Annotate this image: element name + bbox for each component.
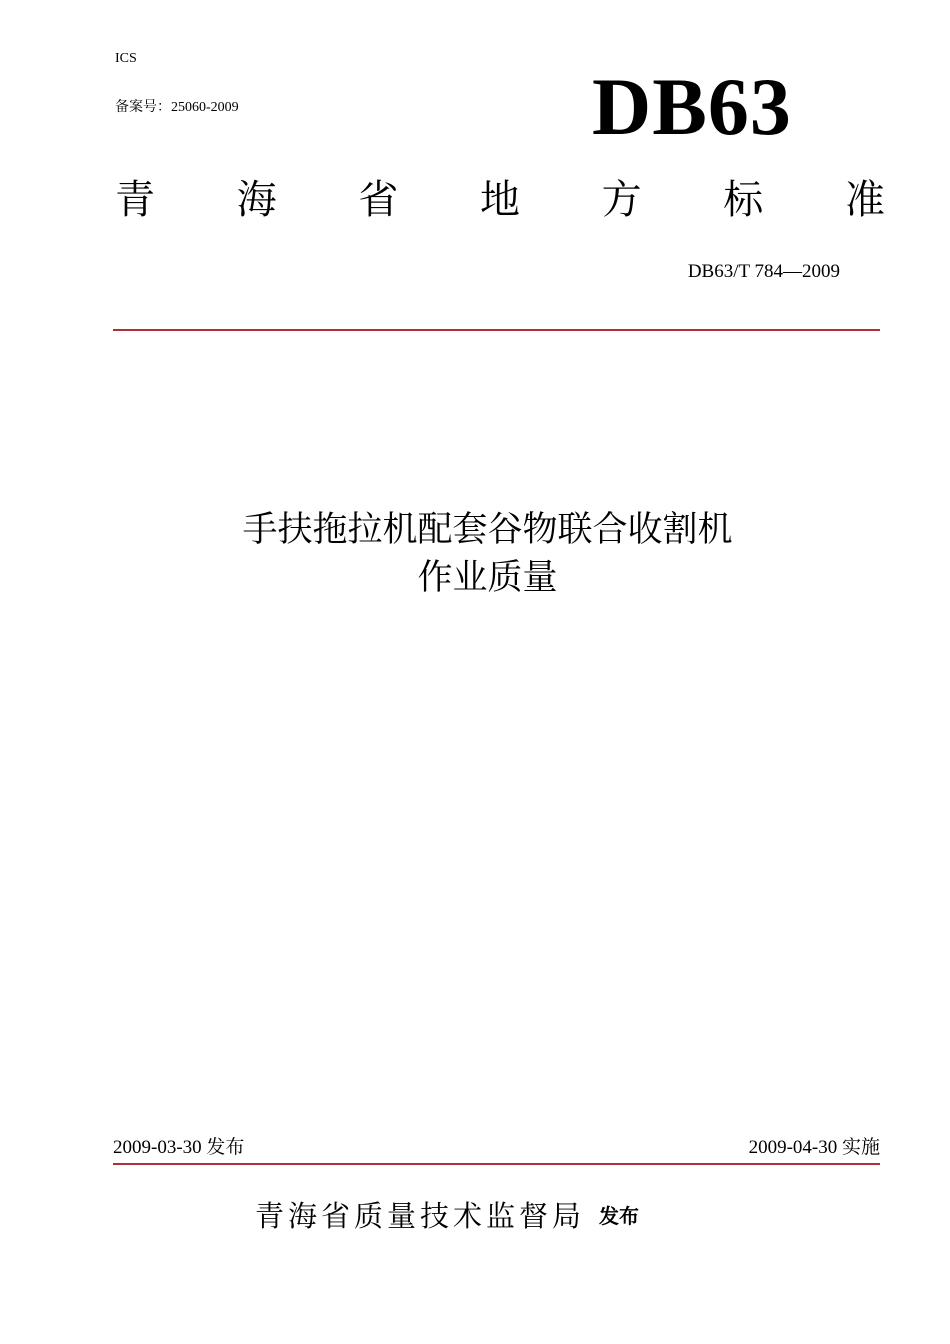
standard-type-char: 地 <box>479 177 520 223</box>
issuer-block <box>255 1196 639 1236</box>
standard-number: DB63/T 784—2009 <box>687 261 840 282</box>
document-title-line-2: 作业质量 <box>417 558 558 598</box>
record-number: 备案号：25060-2009 <box>115 100 239 115</box>
standard-type-char: 海 <box>236 177 277 223</box>
standard-type-char: 省 <box>358 177 399 223</box>
document-title-line-1: 手扶拖拉机配套谷物联合收割机 <box>242 510 733 550</box>
top-divider <box>113 329 880 331</box>
implement-date: 2009-04-30 实施 <box>748 1137 880 1158</box>
document-title <box>0 506 950 602</box>
standard-type-heading <box>115 174 885 226</box>
standard-type-char: 青 <box>115 177 155 223</box>
publish-date: 2009-03-30 发布 <box>113 1137 245 1158</box>
issuer-name: 青海省质量技术监督局 <box>255 1199 586 1233</box>
standard-type-char: 标 <box>723 177 764 223</box>
issuer-suffix: 发布 <box>599 1204 640 1228</box>
ics-label: ICS <box>115 51 137 66</box>
bottom-divider <box>113 1163 880 1165</box>
db63-logo: DB63 <box>592 61 792 152</box>
standard-type-char: 准 <box>844 177 885 223</box>
standard-type-char: 方 <box>601 177 642 223</box>
